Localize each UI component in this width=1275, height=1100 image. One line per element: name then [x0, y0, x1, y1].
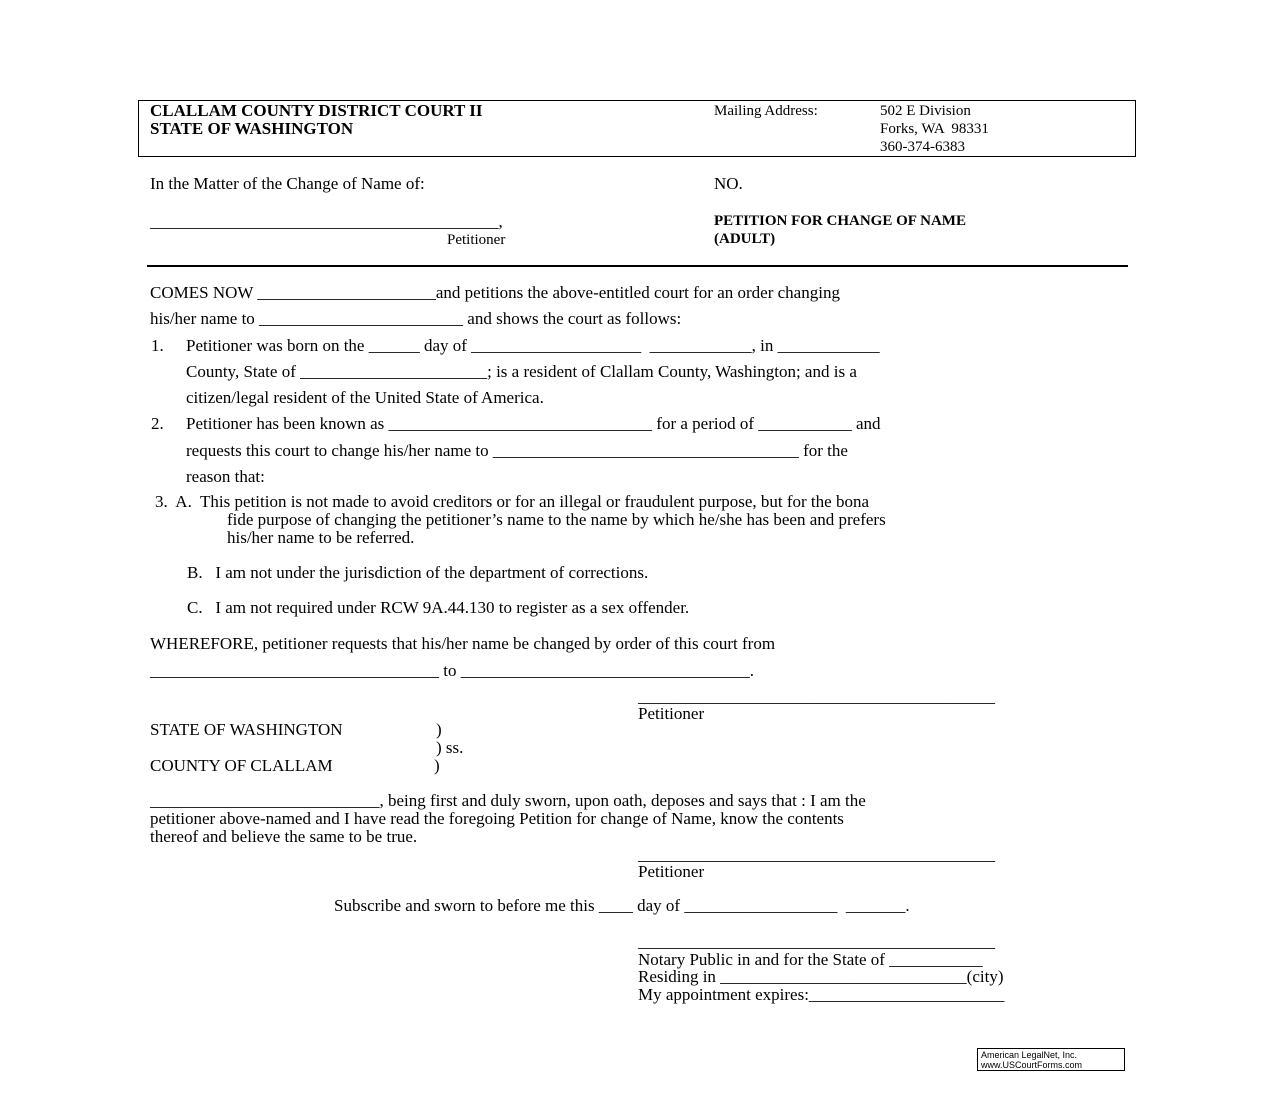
oath-line-3: thereof and believe the same to be true. [150, 827, 418, 846]
notary-appointment-line[interactable]: My appointment expires:_______________________ [638, 985, 1005, 1004]
document-title: PETITION FOR CHANGE OF NAME [714, 213, 966, 229]
item-1-citizen-line: citizen/legal resident of the United State of America. [186, 388, 544, 407]
subscribe-sworn-line[interactable]: Subscribe and sworn to before me this ____ day of __________________ _______. [334, 896, 910, 915]
address-city: Forks, WA 98331 [880, 121, 989, 137]
petitioner-signature-line-2[interactable]: __________________________________________ [638, 845, 995, 864]
comes-now-line-1[interactable]: COMES NOW _____________________and petitions the above-entitled court for an order changing [150, 283, 840, 302]
case-number-label: NO. [714, 174, 743, 193]
venue-paren-2: ) [434, 756, 440, 775]
venue-state: STATE OF WASHINGTON [150, 720, 343, 739]
address-street: 502 E Division [880, 103, 971, 119]
notary-state-line[interactable]: Notary Public in and for the State of ___________ [638, 950, 983, 969]
court-phone: 360-374-6383 [880, 139, 965, 155]
publisher-url: www.USCourtForms.com [981, 1060, 1083, 1070]
petitioner-caption-label: Petitioner [447, 232, 506, 248]
item-1-residence-line[interactable]: County, State of ______________________; is a resident of Clallam County, Washington; and is a [186, 362, 857, 381]
mailing-address-label: Mailing Address: [714, 103, 818, 119]
venue-paren-1: ) [436, 720, 442, 739]
caption-divider [147, 265, 1128, 267]
court-name: CLALLAM COUNTY DISTRICT COURT II [150, 101, 483, 120]
item-1-birth-line[interactable]: Petitioner was born on the ______ day of ____________________ ____________, in ____________ [186, 336, 880, 355]
item-2-number: 2. [151, 414, 164, 433]
name-change-from-to[interactable]: __________________________________ to __________________________________. [150, 661, 754, 680]
venue-ss: ) ss. [436, 738, 464, 757]
matter-caption: In the Matter of the Change of Name of: [150, 174, 425, 193]
notary-residing-line[interactable]: Residing in _____________________________(city) [638, 967, 1004, 986]
petitioner-name-field[interactable]: _________________________________________, [150, 212, 503, 231]
petitioner-signature-label-2: Petitioner [638, 862, 705, 881]
item-3a-line-1: 3. A. This petition is not made to avoid creditors or for an illegal or fraudulent purpose, but for the bona [155, 492, 869, 511]
document-subtitle: (ADULT) [714, 231, 776, 247]
item-3a-line-2: fide purpose of changing the petitioner’s name to the name by which he/she has been and prefers [227, 510, 886, 529]
item-2-new-name-line[interactable]: requests this court to change his/her name to ____________________________________ for the [186, 441, 848, 460]
item-3b: B. I am not under the jurisdiction of the department of corrections. [187, 563, 649, 582]
publisher-stamp [977, 1048, 1125, 1071]
oath-line-1[interactable]: ___________________________, being first and duly sworn, upon oath, deposes and says that : I am the [150, 791, 866, 810]
item-2-known-as-line[interactable]: Petitioner has been known as _______________________________ for a period of ___________ and [186, 414, 881, 433]
oath-line-2: petitioner above-named and I have read the foregoing Petition for change of Name, know the contents [150, 809, 844, 828]
venue-county: COUNTY OF CLALLAM [150, 756, 333, 775]
notary-signature-line[interactable]: __________________________________________ [638, 932, 995, 951]
petitioner-signature-line-1[interactable]: __________________________________________ [638, 687, 995, 706]
wherefore-line: WHEREFORE, petitioner requests that his/her name be changed by order of this court from [150, 634, 776, 653]
item-3c: C. I am not required under RCW 9A.44.130 to register as a sex offender. [187, 598, 690, 617]
publisher-name: American LegalNet, Inc. [981, 1050, 1078, 1060]
comes-now-line-2[interactable]: his/her name to ________________________ and shows the court as follows: [150, 309, 682, 328]
item-1-number: 1. [151, 336, 164, 355]
item-3a-line-3: his/her name to be referred. [227, 528, 415, 547]
court-state: STATE OF WASHINGTON [150, 119, 354, 138]
item-2-reason-line[interactable]: reason that: [186, 467, 265, 486]
petitioner-signature-label-1: Petitioner [638, 704, 705, 723]
